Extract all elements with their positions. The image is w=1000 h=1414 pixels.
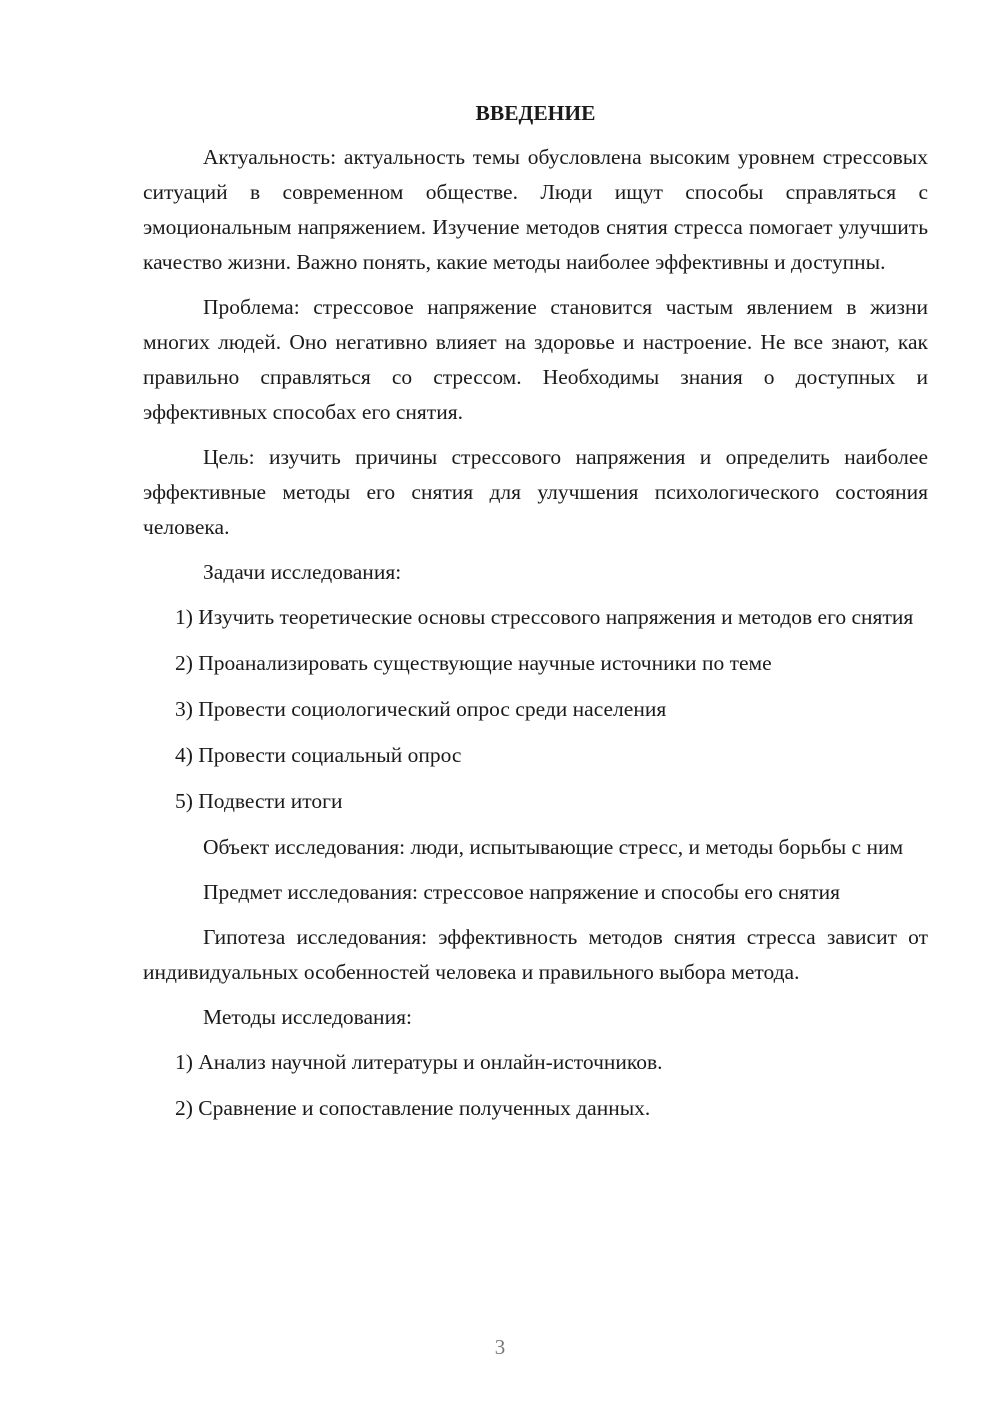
method-item-1: 1) Анализ научной литературы и онлайн-источников. — [175, 1050, 663, 1074]
task-item-4: 4) Провести социальный опрос — [175, 743, 462, 767]
document-page — [143, 96, 928, 1126]
task-item-3: 3) Провести социологический опрос среди населения — [175, 697, 667, 721]
task-item-2: 2) Проанализировать существующие научные источники по теме — [175, 651, 772, 675]
paragraph-hypothesis: Гипотеза исследования: эффективность методов снятия стресса зависит от индивидуальных особенностей человека и правильного выбора метода. — [143, 925, 928, 984]
paragraph-problem: Проблема: стрессовое напряжение становится частым явлением в жизни многих людей. Оно негативно влияет на здоровье и настроение. Не все знают, как правильно справляться со стрессом. Необходимы знания о доступных и эффективных способах его снятия. — [143, 295, 928, 424]
paragraph-goal: Цель: изучить причины стрессового напряжения и определить наиболее эффективные методы его снятия для улучшения психологического состояния человека. — [143, 445, 928, 539]
task-item-5: 5) Подвести итоги — [175, 789, 343, 813]
paragraph-relevance: Актуальность: актуальность темы обусловлена высоким уровнем стрессовых ситуаций в современном обществе. Люди ищут способы справляться с эмоциональным напряжением. Изучение методов снятия стресса помогает улучшить качество жизни. Важно понять, какие методы наиболее эффективны и доступны. — [143, 145, 928, 274]
methods-heading: Методы исследования: — [203, 1005, 412, 1029]
method-item-2: 2) Сравнение и сопоставление полученных данных. — [175, 1096, 651, 1120]
page-number: 3 — [494, 1335, 506, 1359]
paragraph-subject: Предмет исследования: стрессовое напряжение и способы его снятия — [203, 880, 841, 904]
page-title: ВВЕДЕНИЕ — [475, 101, 596, 125]
paragraph-object: Объект исследования: люди, испытывающие стресс, и методы борьбы с ним — [203, 835, 904, 859]
tasks-heading: Задачи исследования: — [203, 560, 402, 584]
task-item-1: 1) Изучить теоретические основы стрессового напряжения и методов его снятия — [175, 605, 914, 629]
